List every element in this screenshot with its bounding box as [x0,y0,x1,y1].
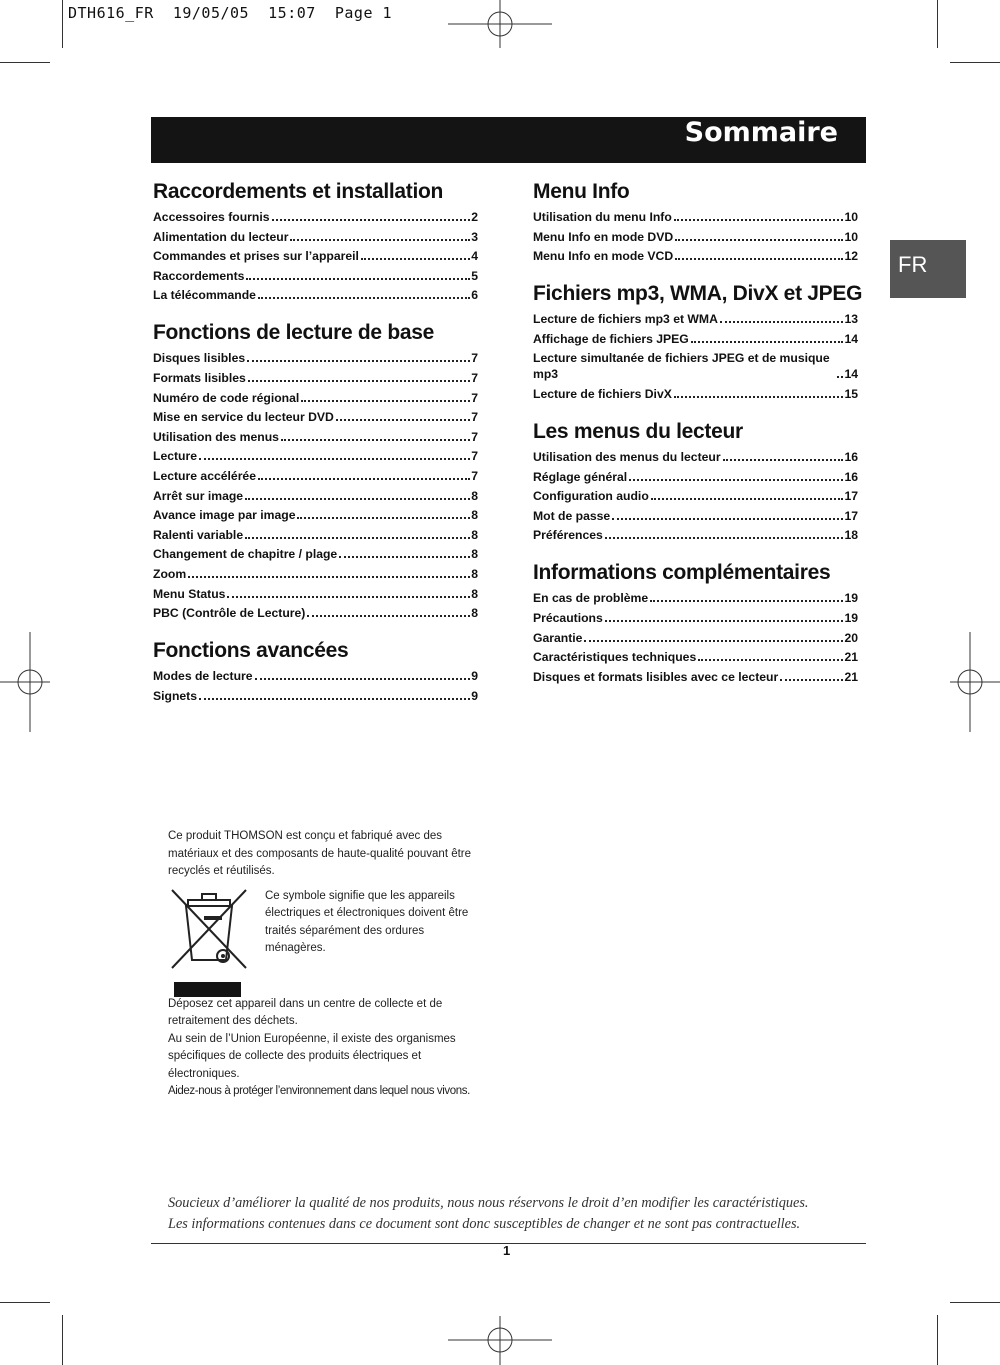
dot-leader [248,380,470,382]
dot-leader [612,518,843,520]
toc-entry-title: Lecture de fichiers mp3 et WMA [533,312,718,327]
registration-mark-icon [448,1316,552,1365]
dot-leader [651,498,844,500]
toc-entry[interactable] [153,409,478,425]
toc-entry[interactable] [153,488,478,504]
toc-entry[interactable] [153,448,478,464]
dot-leader [650,600,843,602]
toc-entry[interactable] [153,429,478,445]
toc-entry-title: Précautions [533,610,603,625]
toc-entry[interactable] [153,209,478,225]
toc-entry[interactable] [153,229,478,245]
toc-entry-title: Configuration audio [533,489,649,504]
toc-entry-title: Signets [153,688,198,703]
toc-entry[interactable] [153,566,478,582]
disclaimer-line: Les informations contenues dans ce document sont donc susceptibles de changer et ne sont pas contractuelles. [168,1216,801,1232]
toc-entry-page: 9 [471,669,478,684]
toc-entry-page: 4 [471,249,478,264]
page-title: Sommaire [684,117,838,148]
toc-entry[interactable] [153,605,478,621]
toc-entry-title: Menu Info en mode DVD [533,229,674,244]
toc-entry[interactable] [533,669,858,685]
toc-list [153,209,478,303]
toc-list [533,590,858,684]
toc-list [533,311,858,402]
toc-entry-page: 9 [471,688,478,703]
crossed-bin-icon [168,888,250,970]
toc-entry-title: Alimentation du lecteur [153,229,289,244]
toc-entry-title: Lecture de fichiers DivX [533,386,672,401]
registration-mark-icon [448,0,552,50]
dot-leader [723,459,844,461]
crop-mark [0,62,50,63]
toc-entry-page: 15 [844,386,858,401]
toc-entry[interactable] [533,488,858,504]
toc-entry-title: Modes de lecture [153,669,253,684]
dot-leader [674,396,844,398]
toc-entry-title: En cas de problème [533,591,649,606]
toc-entry[interactable] [153,370,478,386]
toc-entry[interactable] [533,386,858,402]
toc-entry[interactable] [153,586,478,602]
title-bar [151,117,866,163]
toc-entry-title: Affichage de fichiers JPEG [533,331,689,346]
recycling-line: Au sein de l’Union Européenne, il existe des organismes spécifiques de collecte des produits électriques et électroniques. [168,1032,456,1080]
toc-entry-page: 21 [844,669,858,684]
toc-entry[interactable] [533,649,858,665]
toc-entry-title: Préférences [533,528,603,543]
toc-entry-page: 10 [844,210,858,224]
toc-entry-page: 7 [471,468,478,483]
toc-entry-page: 21 [844,650,858,665]
recycling-line: Aidez-nous à protéger l’environnement dans lequel nous vivons. [168,1085,470,1097]
toc-entry[interactable] [533,449,858,465]
section-heading: Fonctions avancées [153,639,349,663]
dot-leader [336,419,470,421]
black-bar [174,982,241,997]
toc-left-column [153,178,478,720]
dot-leader [199,458,470,460]
crop-mark [937,0,938,48]
toc-entry-title: Menu Info en mode VCD [533,249,674,264]
toc-entry-page: 6 [471,288,478,303]
dot-leader [281,439,470,441]
toc-list [153,350,478,621]
recycling-instructions [168,988,488,1101]
toc-entry-title: Réglage général [533,469,628,484]
toc-entry-page: 8 [471,488,478,503]
toc-entry-title: La télécommande [153,288,256,303]
toc-section [533,418,858,543]
toc-entry[interactable] [153,668,478,684]
dot-leader [307,615,470,617]
print-header: DTH616_FR 19/05/05 15:07 Page 1 [68,4,393,22]
toc-entry-title: Lecture [153,449,198,464]
toc-entry-title: Utilisation des menus [153,429,279,444]
weee-symbol-row [168,888,488,988]
toc-entry-title: Lecture accélérée [153,468,256,483]
toc-entry-title: Ralenti variable [153,527,244,542]
toc-entry-page: 17 [844,489,858,504]
toc-entry[interactable] [153,468,478,484]
toc-entry[interactable] [533,508,858,524]
toc-entry-title: Commandes et prises sur l’appareil [153,249,359,264]
toc-entry-page: 7 [471,390,478,405]
dot-leader [255,678,471,680]
toc-entry[interactable] [533,630,858,646]
toc-entry-title: Raccordements [153,268,245,283]
disclaimer-line: Soucieux d’améliorer la qualité de nos produits, nous nous réservons le droit d’en modifier les caractéristiques. [168,1195,809,1211]
toc-entry-title: Numéro de code régional [153,390,300,405]
toc-entry-title: Utilisation du menu Info [533,210,672,224]
crop-mark [950,1302,1000,1303]
toc-entry-title: Caractéristiques techniques [533,650,697,665]
toc-entry[interactable] [153,390,478,406]
toc-entry-page: 10 [844,229,858,244]
toc-entry-page: 3 [471,229,478,244]
toc-entry-title: Changement de chapitre / plage [153,547,338,562]
toc-entry-page: 7 [471,449,478,464]
crop-mark [62,0,63,48]
toc-entry-title: Disques lisibles [153,351,246,366]
toc-entry-title: Garantie [533,630,583,645]
section-heading: Informations complémentaires [533,561,831,585]
dot-leader [837,376,843,378]
section-heading: Raccordements et installation [153,180,444,203]
toc-right-column [533,178,863,701]
toc-entry[interactable] [153,527,478,543]
dot-leader [674,219,844,221]
toc-entry-page: 8 [471,547,478,562]
toc-section [153,178,478,303]
toc-entry-page: 8 [471,508,478,523]
dot-leader [675,239,843,241]
dot-leader [691,341,844,343]
toc-entry-page: 7 [471,370,478,385]
symbol-description: Ce symbole signifie que les appareils électriques et électroniques doivent être traités séparément des ordures ménagères. [265,889,469,954]
toc-entry-page: 8 [471,527,478,542]
toc-entry-page: 20 [844,630,858,645]
toc-entry-title: Avance image par image [153,508,296,523]
toc-entry-page: 7 [471,429,478,444]
toc-entry-title: Menu Status [153,586,226,601]
toc-entry-title: Utilisation des menus du lecteur [533,449,721,464]
dot-leader [605,537,844,539]
toc-entry[interactable] [533,209,858,225]
toc-entry[interactable] [533,590,858,606]
toc-entry-page: 17 [844,508,858,523]
toc-list [153,668,478,704]
toc-section [153,319,478,621]
dot-leader [301,400,470,402]
toc-entry-page: 13 [844,312,858,327]
toc-entry-title: PBC (Contrôle de Lecture) [153,606,306,621]
toc-entry[interactable] [153,350,478,366]
toc-entry-page: 5 [471,268,478,283]
toc-entry-title: Mot de passe [533,508,611,523]
toc-entry[interactable] [533,610,858,626]
dot-leader [258,478,470,480]
section-heading: Fonctions de lecture de base [153,321,435,345]
registration-mark-icon [950,632,1000,732]
toc-section [153,637,478,704]
toc-entry-page: 14 [844,367,858,382]
toc-entry[interactable] [533,248,858,264]
section-heading: Les menus du lecteur [533,419,743,443]
toc-entry-title: Lecture simultanée de fichiers JPEG et de musique mp3 [533,351,830,382]
toc-list [533,449,858,543]
dot-leader [199,698,470,700]
toc-entry[interactable] [533,331,858,347]
crop-mark [937,1315,938,1365]
toc-entry-page: 8 [471,566,478,581]
dot-leader [698,659,843,661]
toc-entry-page: 16 [844,469,858,484]
dot-leader [247,360,470,362]
dot-leader [245,498,470,500]
toc-entry[interactable] [533,469,858,485]
disclaimer [168,1193,868,1235]
toc-section [533,559,858,684]
crop-mark [0,1302,50,1303]
section-heading: Fichiers mp3, WMA, DivX et JPEG [533,282,863,306]
toc-entry[interactable] [533,229,858,245]
dot-leader [720,321,844,323]
dot-leader [245,537,470,539]
dot-leader [629,479,843,481]
dot-leader [290,239,470,241]
dot-leader [584,640,843,642]
toc-entry[interactable] [153,248,478,264]
toc-list [533,209,858,264]
toc-entry-title: Zoom [153,566,187,581]
dot-leader [272,219,471,221]
toc-entry-title: Accessoires fournis [153,210,270,224]
toc-entry-page: 7 [471,351,478,366]
toc-entry-page: 19 [844,591,858,606]
toc-entry[interactable] [153,688,478,704]
toc-entry[interactable] [153,507,478,523]
dot-leader [339,556,470,558]
toc-entry-page: 19 [844,610,858,625]
crop-mark [950,62,1000,63]
toc-entry[interactable] [153,287,478,303]
dot-leader [361,258,470,260]
dot-leader [188,576,470,578]
registration-mark-icon [0,632,50,732]
toc-entry-page: 18 [844,528,858,543]
toc-entry[interactable] [533,350,858,382]
toc-entry-page: 16 [844,449,858,464]
recycling-notice [168,828,488,1101]
toc-entry[interactable] [533,527,858,543]
toc-entry-title: Formats lisibles [153,370,246,385]
dot-leader [780,679,843,681]
toc-entry-page: 8 [471,606,478,621]
crop-mark [62,1315,63,1365]
toc-entry-page: 7 [471,410,478,425]
toc-section [533,178,858,264]
recycling-line: Déposez cet appareil dans un centre de collecte et de retraitement des déchets. [168,997,443,1027]
toc-entry-page: 14 [844,331,858,346]
recycling-intro: Ce produit THOMSON est conçu et fabriqué avec des matériaux et des composants de haute-qualité pouvant être recyclés et réutilisés. [168,830,472,877]
toc-entry-title: Mise en service du lecteur DVD [153,410,334,425]
dot-leader [258,297,470,299]
dot-leader [675,258,843,260]
toc-entry-page: 2 [471,210,478,224]
toc-entry-page: 12 [844,249,858,264]
toc-entry-title: Arrêt sur image [153,488,244,503]
toc-section [533,280,863,402]
dot-leader [246,278,470,280]
section-heading: Menu Info [533,180,630,203]
toc-entry[interactable] [153,268,478,284]
toc-entry[interactable] [153,546,478,562]
language-tab: FR [890,240,966,298]
toc-entry-page: 8 [471,586,478,601]
dot-leader [297,517,470,519]
page-number: 1 [503,1243,511,1258]
toc-entry[interactable] [533,311,858,327]
dot-leader [227,596,470,598]
toc-entry-title: Disques et formats lisibles avec ce lecteur [533,669,779,684]
dot-leader [605,620,844,622]
